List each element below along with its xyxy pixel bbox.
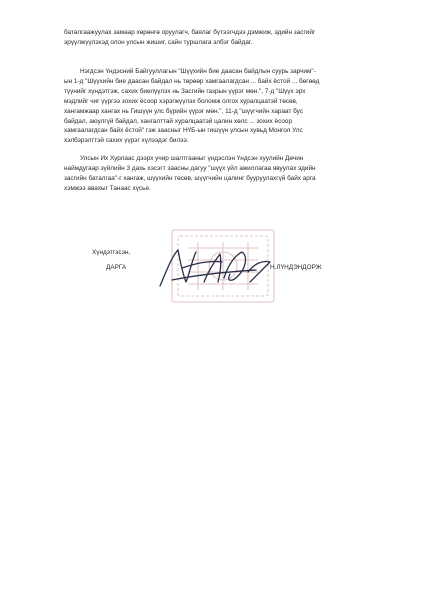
paragraph-line: наймдугаар зүйлийн 3 дахь хэсэгт заасны дагуу "шүүх үйл ажиллагаа явуулах эдийн [64, 164, 316, 172]
paragraph-line: ын 1-д "Шүүхийн бие даасан байдал нь төрөөр хамгаалагдсан ... байх ёстой ... бөгөөд [64, 77, 320, 85]
paragraph-line: хэлбэрэлттэй сахих үүрэг хүлээдэг билээ. [64, 137, 189, 145]
closing-salutation: Хүндэтгэсэн, [92, 249, 131, 256]
paragraph-line: мэдлийг чиг үүргээ зохих ёсоор хэрэгжүүлэх боломж олгох хуралцаатэй төсөв, [64, 97, 298, 105]
signatory-name: Н.ЛҮНДЭНДОРЖ [270, 264, 322, 271]
paragraph-line: баталгаажуулах замаар хөрөнгө оруулагч, баялаг бүтээгчдээ дэмжиж, эдийн засгийг [64, 29, 316, 36]
paragraph-line: засгийн баталгаа"-г хангаж, шүүхийн төсөв, шүүгчийн цалинг бууруулахгүй байх арга [64, 174, 316, 182]
paragraph-line: хамгаалагдсан байх ёстой" гэж заасныг НҮБ-ын гишүүн улсын хувьд Монгол Улс [64, 127, 303, 135]
paragraph-line: хэмжээ авахыг Танаас хүсье. [64, 184, 151, 192]
signature [152, 242, 280, 294]
paragraph-line: Нэгдсэн Үндэсний Байгууллагын "Шүүхийн бие даасан байдлын суурь зарчим"- [80, 68, 316, 75]
paragraph-3 [64, 154, 364, 194]
paragraph-2 [64, 67, 364, 146]
paragraph-1 [64, 28, 364, 48]
paragraph-line: хангамжаар хангах нь Гишүүн улс бүрийн үүрэг мөн.", 11-д "шүүгчийн хараат бус [64, 107, 303, 115]
paragraph-line: түүнийг хүндэтгэж, сахих биелүүлэх нь Засгийн газрын үүрэг мөн.", 7-д "Шүүх эрх [64, 87, 306, 95]
signatory-title: ДАРГА [106, 264, 127, 271]
paragraph-line: эрүүлжүүлэхэд олон улсын жишиг, сайн туршлага элбэг байдаг. [64, 38, 253, 46]
paragraph-line: байдал, аюулгүй байдал, хангалттай хуралцаатэй цалин хөлс ... зохих ёсоор [64, 117, 293, 125]
paragraph-line: Улсын Их Хурлаас дээрх учир шалтгааныг үндэслэн Үндсэн хуулийн Дөчин [80, 155, 304, 162]
